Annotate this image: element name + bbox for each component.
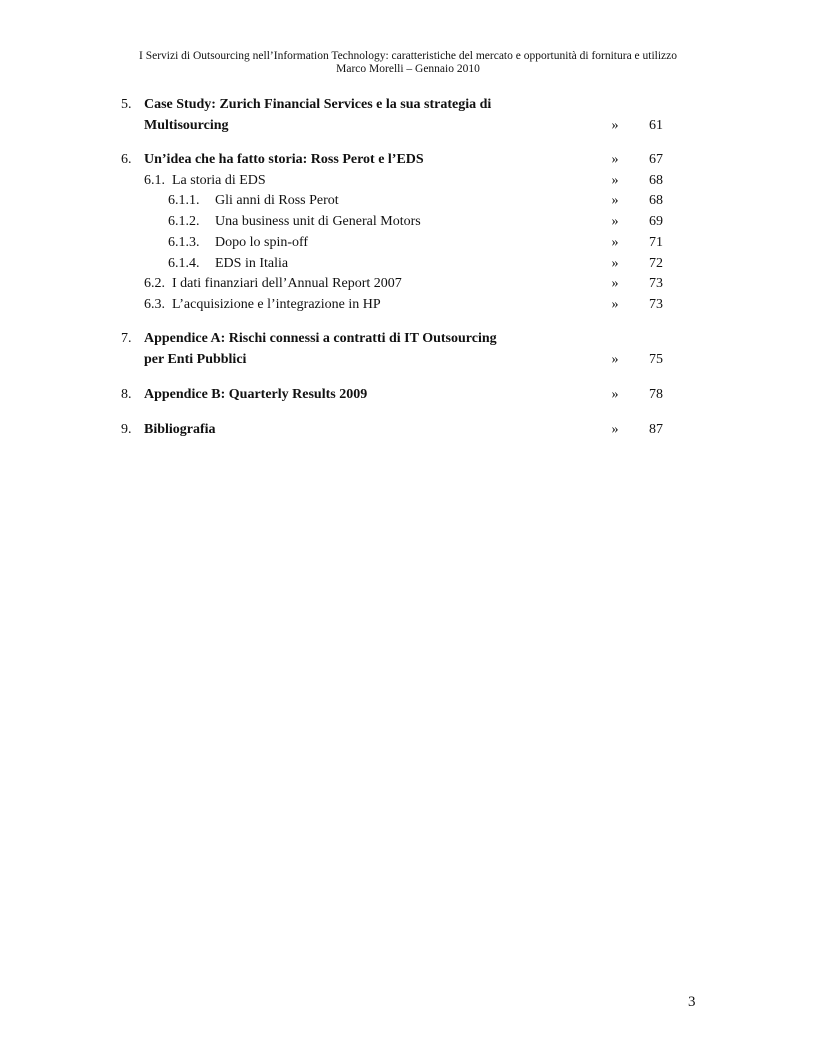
toc-separator: » — [611, 118, 619, 133]
toc-title: L’acquisizione e l’integrazione in HP — [172, 297, 381, 312]
toc-title: Case Study: Zurich Financial Services e la sua strategia di — [144, 97, 492, 112]
toc-title: Appendice A: Rischi connessi a contratti di IT Outsourcing — [144, 331, 497, 346]
toc-page: 61 — [649, 118, 663, 133]
toc-separator: » — [611, 297, 619, 312]
toc-entry-6-1-3[interactable] — [0, 234, 816, 252]
toc-number: 7. — [121, 331, 132, 346]
toc-title: Appendice B: Quarterly Results 2009 — [144, 387, 368, 402]
toc-separator: » — [611, 256, 619, 271]
toc-page: 75 — [649, 352, 663, 367]
toc-entry-5[interactable] — [0, 96, 816, 114]
toc-title: I dati finanziari dell’Annual Report 2007 — [172, 276, 402, 291]
toc-number: 6.1.3. — [168, 235, 200, 250]
toc-separator: » — [611, 193, 619, 208]
toc-separator: » — [611, 235, 619, 250]
toc-separator: » — [611, 152, 619, 167]
toc-entry-6-1-2[interactable] — [0, 213, 816, 231]
toc-entry-6-1-1[interactable] — [0, 192, 816, 210]
toc-separator: » — [611, 276, 619, 291]
toc-number: 6.2. — [144, 276, 165, 291]
toc-page: 67 — [649, 152, 663, 167]
toc-entry-7-cont[interactable] — [0, 351, 816, 369]
toc-number: 5. — [121, 97, 132, 112]
toc-title: Un’idea che ha fatto storia: Ross Perot e l’EDS — [144, 152, 424, 167]
toc-title-cont: Multisourcing — [144, 118, 229, 133]
toc-entry-6-2[interactable] — [0, 275, 816, 293]
toc-page: 73 — [649, 297, 663, 312]
toc-title-cont: per Enti Pubblici — [144, 352, 247, 367]
toc-page: 68 — [649, 193, 663, 208]
toc-page: 73 — [649, 276, 663, 291]
running-header-author: Marco Morelli – Gennaio 2010 — [336, 63, 480, 75]
toc-entry-8[interactable] — [0, 386, 816, 404]
toc-number: 6.1.2. — [168, 214, 200, 229]
toc-separator: » — [611, 173, 619, 188]
toc-number: 6. — [121, 152, 132, 167]
page-number: 3 — [688, 994, 696, 1010]
toc-page: 71 — [649, 235, 663, 250]
toc-entry-5-cont[interactable] — [0, 117, 816, 135]
toc-title: EDS in Italia — [215, 256, 289, 271]
toc-entry-6[interactable] — [0, 151, 816, 169]
toc-entry-6-1-4[interactable] — [0, 255, 816, 273]
toc-number: 6.1. — [144, 173, 165, 188]
toc-separator: » — [611, 352, 619, 367]
toc-number: 6.1.1. — [168, 193, 200, 208]
toc-number: 8. — [121, 387, 132, 402]
toc-number: 6.1.4. — [168, 256, 200, 271]
toc-title: Gli anni di Ross Perot — [215, 193, 339, 208]
toc-title: Dopo lo spin-off — [215, 235, 309, 250]
toc-entry-6-1[interactable] — [0, 172, 816, 190]
toc-page: 72 — [649, 256, 663, 271]
toc-title: Una business unit di General Motors — [215, 214, 421, 229]
toc-page: 78 — [649, 387, 663, 402]
toc-title: Bibliografia — [144, 422, 216, 437]
toc-number: 9. — [121, 422, 132, 437]
toc-page: 87 — [649, 422, 663, 437]
toc-page: 68 — [649, 173, 663, 188]
toc-page: 69 — [649, 214, 663, 229]
running-header-title: I Servizi di Outsourcing nell’Information Technology: caratteristiche del mercato e opportunità di fornitura e utilizzo — [138, 50, 678, 62]
toc-title: La storia di EDS — [172, 173, 266, 188]
toc-entry-7[interactable] — [0, 330, 816, 348]
toc-entry-9[interactable] — [0, 421, 816, 439]
toc-separator: » — [611, 214, 619, 229]
toc-entry-6-3[interactable] — [0, 296, 816, 314]
toc-separator: » — [611, 422, 619, 437]
toc-number: 6.3. — [144, 297, 165, 312]
toc-separator: » — [611, 387, 619, 402]
